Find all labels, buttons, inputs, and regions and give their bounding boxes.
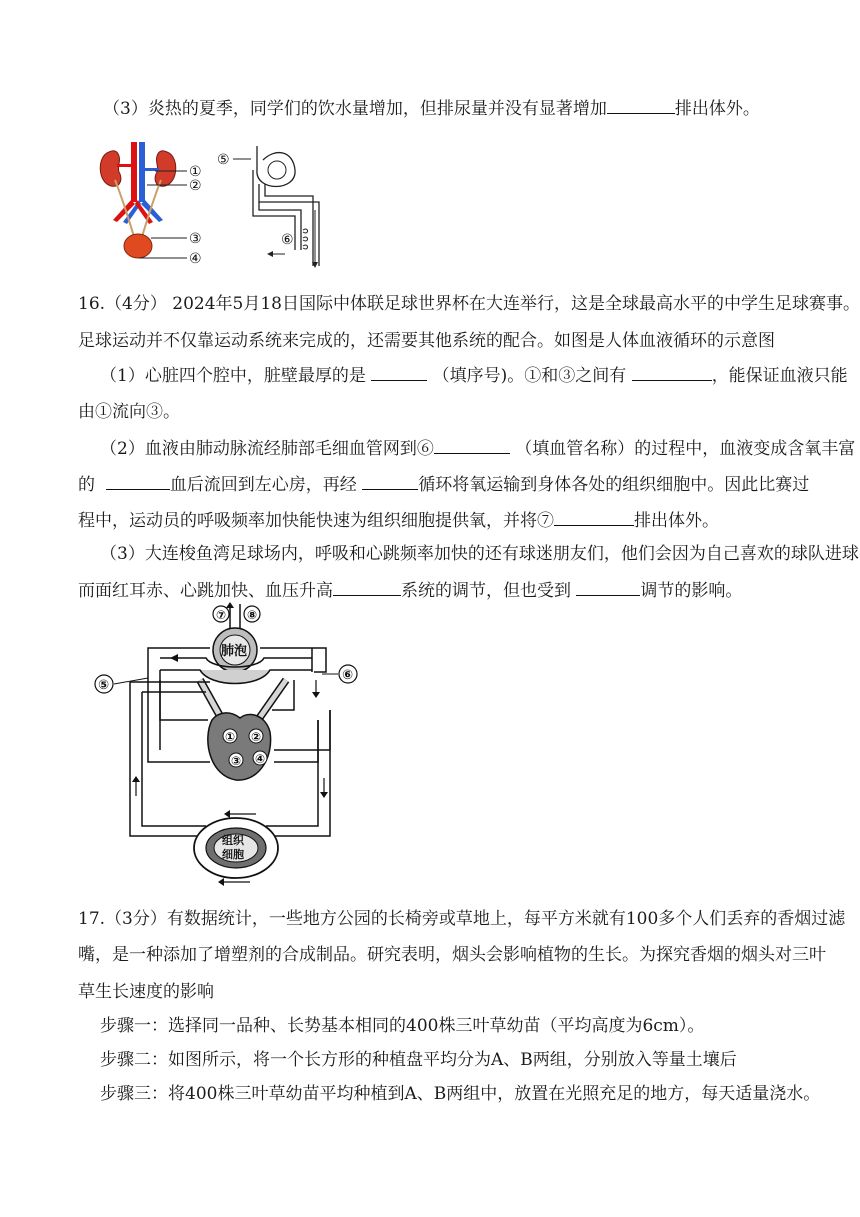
q16-line1: 16.（4分） 2024年5月18日国际中体联足球世界杯在大连举行，这是全球最高水平的中学生足球赛事。 (78, 294, 860, 314)
q16-p2-text-f: 程中，运动员的呼吸频率加快能快速为组织细胞提供氧，并将⑦ (78, 511, 554, 531)
kidney-label-1: ① (189, 164, 202, 180)
q16-p1-text-a: （1）心脏四个腔中，脏壁最厚的是 (100, 366, 366, 386)
kidney-label-2: ② (189, 178, 202, 194)
answer-blank (632, 364, 712, 381)
q17-line2: 嘴，是一种添加了增塑剂的合成制品。研究表明，烟头会影响植物的生长。为探究香烟的烟头对三叶 (78, 945, 826, 965)
heart-chamber-1: ① (225, 730, 236, 744)
q16-p1-text-b: （填序号)。①和③之间有 (432, 366, 627, 386)
answer-blank (607, 97, 675, 114)
nephron-label-5: ⑤ (217, 152, 230, 168)
alveoli-label: 肺泡 (221, 644, 248, 659)
answer-blank (362, 473, 418, 490)
tissue-label-2: 细胞 (222, 848, 244, 861)
q15-part3-text: （3）炎热的夏季，同学们的饮水量增加，但排尿量并没有显著增加 (103, 99, 607, 119)
q16-part1-line (100, 364, 848, 387)
diagram-num-8: ⑧ (247, 608, 258, 622)
blood-circulation-diagram (90, 600, 370, 890)
q17-step3: 步骤三：将400株三叶草幼苗平均种植到A、B两组中，放置在光照充足的地方，每天适量浇水。 (100, 1084, 821, 1104)
urinary-system-figure (95, 140, 215, 265)
q16-p2-text-b: （填血管名称）的过程中，血液变成含氧丰富 (515, 439, 856, 459)
heart-chamber-4: ④ (255, 752, 266, 766)
q16-part2-line2 (78, 473, 809, 496)
kidney-label-3: ③ (189, 231, 202, 247)
q16-p1-text-c: ，能保证血液只能 (711, 366, 848, 386)
nephron-label-6: ⑥ (281, 232, 294, 248)
kidney-label-4: ④ (189, 251, 202, 265)
answer-blank (576, 579, 640, 596)
answer-blank (554, 509, 634, 526)
q16-p3-text-a: （3）大连梭鱼湾足球场内，呼吸和心跳频率加快的还有球迷朋友们，他们会因为自己喜欢的球队进球 (100, 544, 859, 564)
q16-part2-line1 (100, 437, 855, 460)
q16-part3-line2 (78, 579, 742, 602)
q17-line1: 17.（3分）有数据统计，一些地方公园的长椅旁或草地上，每平方米就有100多个人们丢弃的香烟过滤 (78, 909, 846, 929)
q16-p2-text-a: （2）血液由肺动脉流经肺部毛细血管网到⑥ (100, 439, 434, 459)
answer-blank (106, 473, 170, 490)
q17-step1: 步骤一：选择同一品种、长势基本相同的400株三叶草幼苗（平均高度为6cm）。 (100, 1016, 705, 1036)
diagram-num-5: ⑤ (98, 678, 110, 693)
q16-p3-text-d: 调节的影响。 (640, 581, 743, 601)
q16-part2-line3 (78, 509, 719, 532)
q17-line3: 草生长速度的影响 (78, 982, 214, 1002)
q16-p2-text-g: 排出体外。 (634, 511, 719, 531)
answer-blank (434, 437, 510, 454)
q16-p2-text-d: 血后流回到左心房，再经 (169, 475, 357, 495)
q16-p2-text-c: 的 (78, 475, 95, 495)
q16-p3-text-b: 而面红耳赤、心跳加快、血压升高 (78, 581, 333, 601)
q17-step2: 步骤二：如图所示，将一个长方形的种植盘平均分为A、B两组，分别放入等量土壤后 (100, 1050, 737, 1070)
nephron-figure (215, 140, 330, 270)
q16-p3-text-c: 系统的调节，但也受到 (401, 581, 571, 601)
heart-chamber-2: ② (251, 730, 262, 744)
q15-part3-line (103, 97, 760, 120)
q15-part3-tail: 排出体外。 (674, 99, 760, 119)
q16-p2-text-e: 循环将氧运输到身体各处的组织细胞中。因此比赛过 (418, 475, 810, 495)
diagram-num-7: ⑦ (216, 608, 227, 622)
answer-blank (371, 364, 427, 381)
q16-p1-text-d: 由①流向③。 (78, 402, 180, 422)
answer-blank (333, 579, 401, 596)
q16-line2: 足球运动并不仅靠运动系统来完成的，还需要其他系统的配合。如图是人体血液循环的示意图 (78, 331, 775, 351)
tissue-label-1: 组织 (222, 834, 244, 847)
heart-chamber-3: ③ (231, 754, 242, 768)
diagram-num-6: ⑥ (342, 668, 354, 683)
